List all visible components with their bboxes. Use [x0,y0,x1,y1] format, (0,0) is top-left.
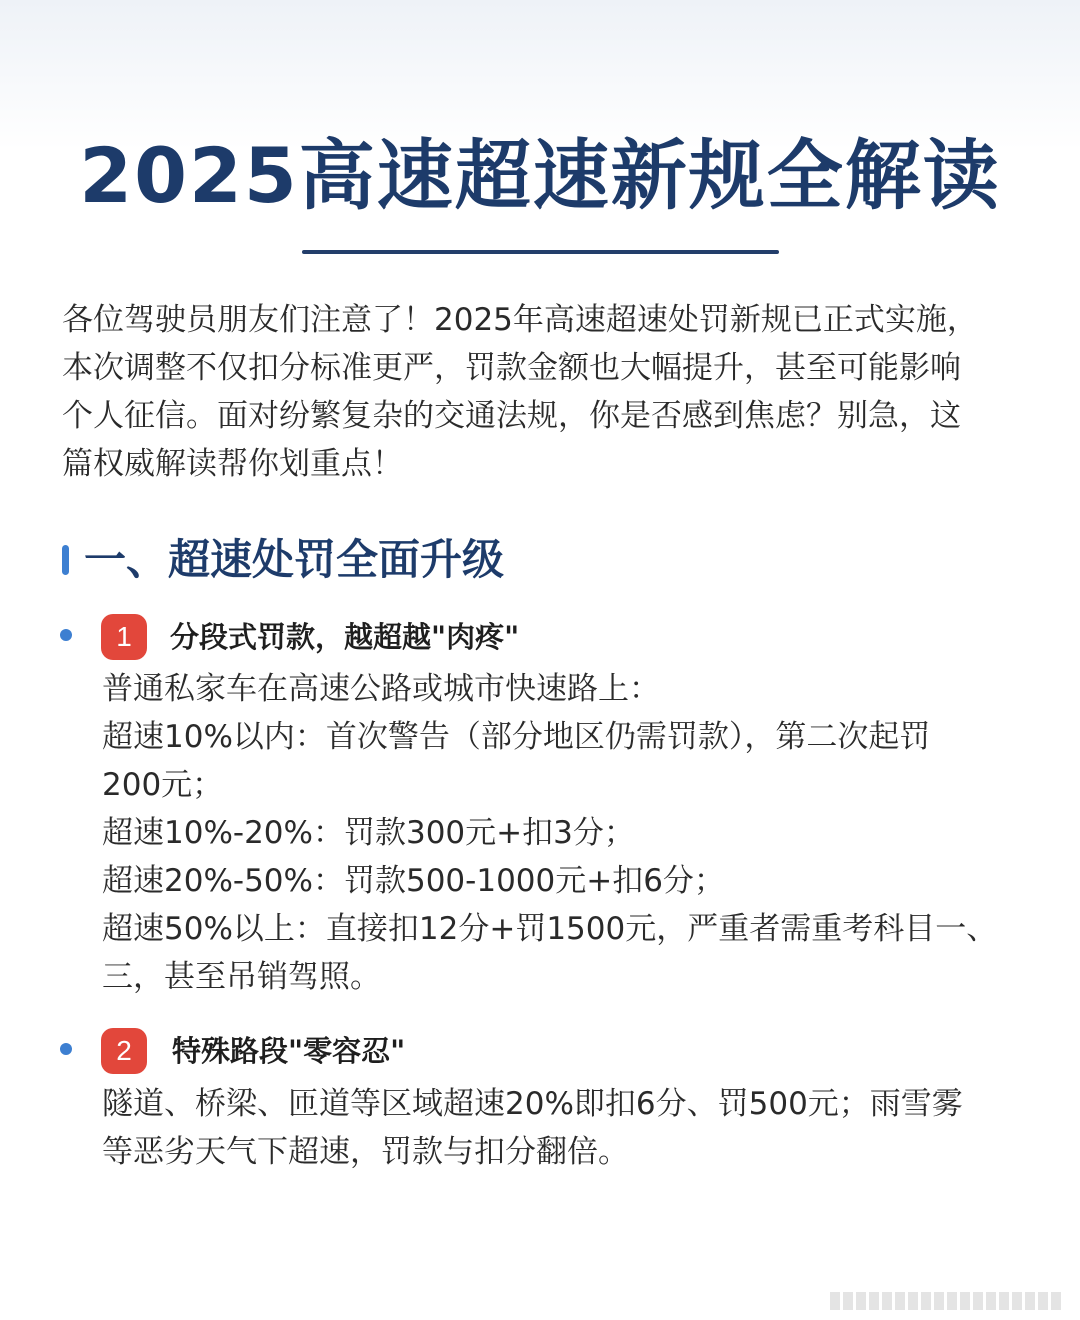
title-divider [302,250,779,254]
intro-line: 个人征信。面对纷繁复杂的交通法规，你是否感到焦虑？别急，这 [62,398,961,434]
intro-line: 篇权威解读帮你划重点！ [62,446,403,482]
item-line: 200元； [102,767,224,803]
bullet-dot-icon [60,629,72,641]
item-line: 超速10%以内：首次警告（部分地区仍需罚款），第二次起罚 [102,719,931,755]
item-line: 超速10%-20%：罚款300元+扣3分； [102,815,635,851]
item-line: 等恶劣天气下超速，罚款与扣分翻倍。 [102,1134,629,1170]
item-line: 普通私家车在高速公路或城市快速路上： [102,671,660,707]
number-badge-1: 1 [101,614,147,660]
item-body-2 [102,1080,1022,1176]
section-marker-bar [62,545,69,575]
item-title-1: 分段式罚款，越超越"肉疼" [170,620,520,654]
item-line: 隧道、桥梁、匝道等区域超速20%即扣6分、罚500元；雨雪雾 [102,1086,963,1122]
intro-line: 本次调整不仅扣分标准更严，罚款金额也大幅提升，甚至可能影响 [62,350,961,386]
bullet-dot-icon [60,1043,72,1055]
item-line: 三，甚至吊销驾照。 [102,959,381,995]
item-body-1 [102,665,1022,1001]
item-title-2: 特殊路段"零容忍" [172,1034,406,1068]
section-heading: 一、超速处罚全面升级 [84,535,505,584]
item-line: 超速20%-50%：罚款500-1000元+扣6分； [102,863,725,899]
item-line: 超速50%以上：直接扣12分+罚1500元，严重者需重考科目一、 [102,911,998,947]
intro-line: 各位驾驶员朋友们注意了！2025年高速超速处罚新规已正式实施， [62,302,978,338]
number-badge-2: 2 [101,1028,147,1074]
page-title: 2025高速超速新规全解读 [79,131,1001,220]
intro-paragraph [62,296,1032,488]
watermark [830,1290,1070,1312]
